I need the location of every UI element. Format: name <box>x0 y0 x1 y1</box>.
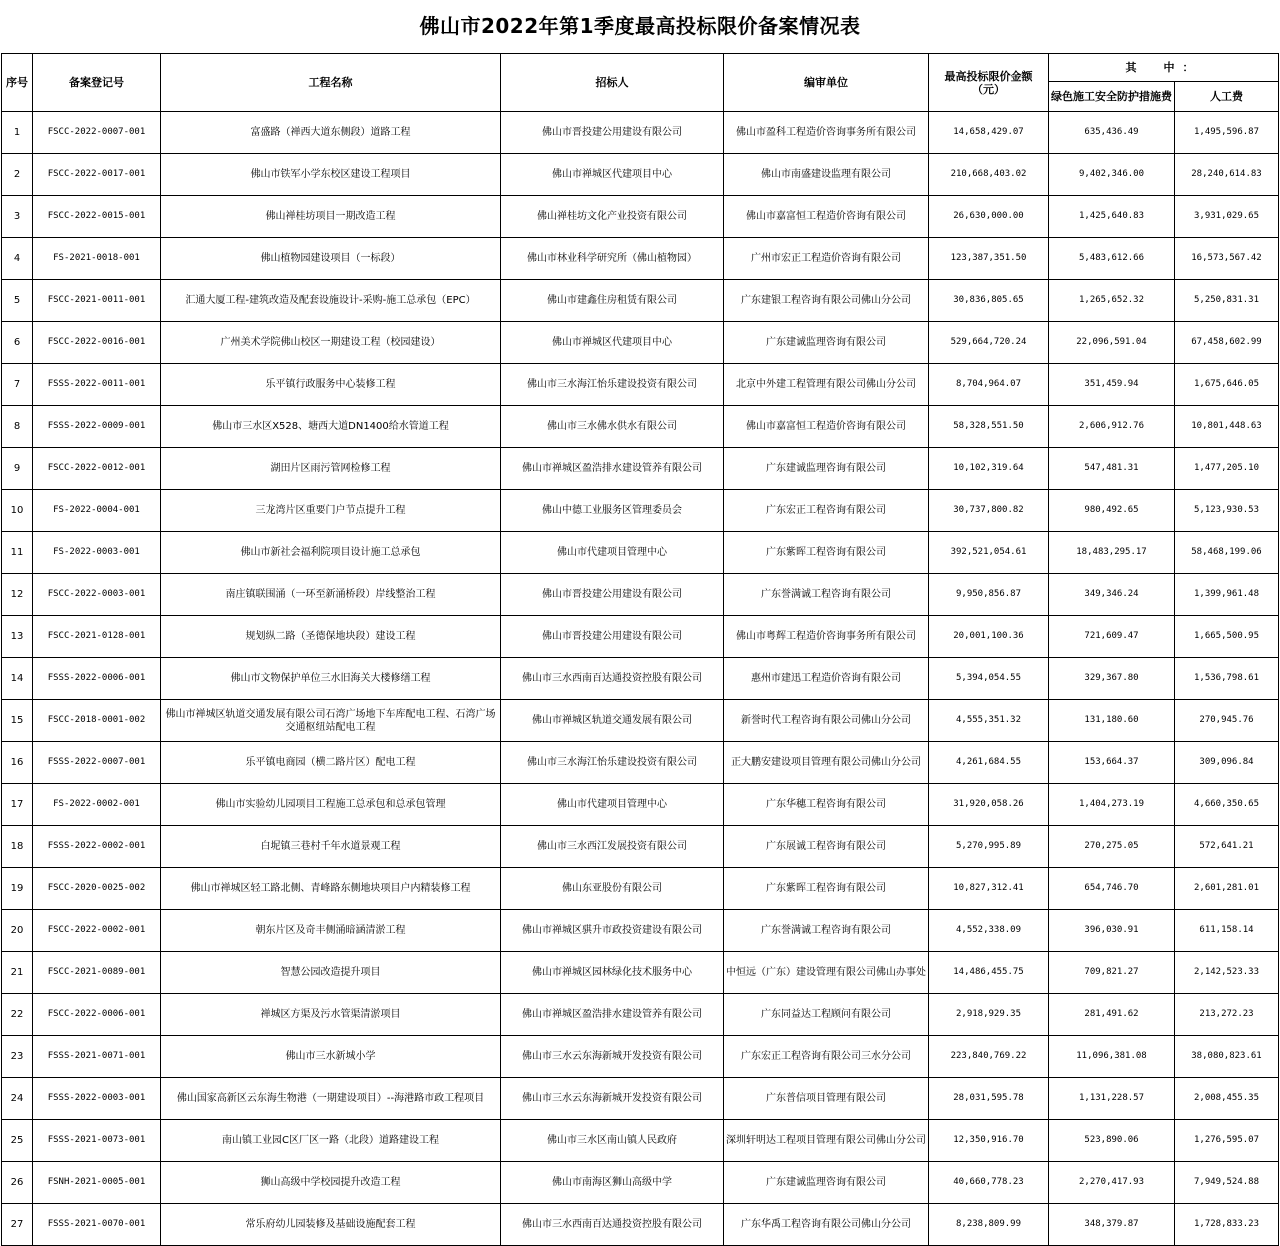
cell-max-price: 2,918,929.35 <box>929 994 1049 1036</box>
table-row <box>2 742 1279 784</box>
table-row <box>2 910 1279 952</box>
cell-tenderer: 佛山东亚股份有限公司 <box>501 868 724 910</box>
header-project: 工程名称 <box>161 54 501 112</box>
cell-reg-no: FSSS-2022-0002-001 <box>33 826 161 868</box>
cell-safety-fee: 635,436.49 <box>1049 112 1175 154</box>
cell-max-price: 10,827,312.41 <box>929 868 1049 910</box>
cell-labor-fee: 2,008,455.35 <box>1175 1078 1279 1120</box>
cell-tenderer: 佛山市晋投建公用建设有限公司 <box>501 112 724 154</box>
cell-safety-fee: 980,492.65 <box>1049 490 1175 532</box>
cell-tenderer: 佛山市三水佛水供水有限公司 <box>501 406 724 448</box>
cell-seq: 7 <box>2 364 33 406</box>
cell-compiler: 广东普信项目管理有限公司 <box>724 1078 929 1120</box>
cell-reg-no: FSCC-2022-0012-001 <box>33 448 161 490</box>
cell-max-price: 5,394,054.55 <box>929 658 1049 700</box>
cell-reg-no: FS-2022-0003-001 <box>33 532 161 574</box>
table-row <box>2 952 1279 994</box>
cell-project: 佛山市三水区X528、塘西大道DN1400给水管道工程 <box>161 406 501 448</box>
cell-seq: 8 <box>2 406 33 448</box>
cell-seq: 27 <box>2 1204 33 1246</box>
cell-reg-no: FSCC-2018-0001-002 <box>33 700 161 742</box>
cell-tenderer: 佛山市三水西江发展投资有限公司 <box>501 826 724 868</box>
cell-max-price: 20,001,100.36 <box>929 616 1049 658</box>
cell-project: 佛山国家高新区云东海生物港（一期建设项目）--海港路市政工程项目 <box>161 1078 501 1120</box>
cell-project: 佛山植物园建设项目（一标段） <box>161 238 501 280</box>
header-reg-no: 备案登记号 <box>33 54 161 112</box>
cell-project: 狮山高级中学校园提升改造工程 <box>161 1162 501 1204</box>
page-title: 佛山市2022年第1季度最高投标限价备案情况表 <box>419 14 861 38</box>
cell-safety-fee: 654,746.70 <box>1049 868 1175 910</box>
filing-table <box>1 53 1279 1246</box>
cell-project: 规划纵二路（圣德保地块段）建设工程 <box>161 616 501 658</box>
cell-compiler: 广东同益达工程顾问有限公司 <box>724 994 929 1036</box>
cell-tenderer: 佛山市代建项目管理中心 <box>501 784 724 826</box>
cell-project: 朝东片区及奇丰侧涌暗涵清淤工程 <box>161 910 501 952</box>
cell-seq: 5 <box>2 280 33 322</box>
cell-labor-fee: 270,945.76 <box>1175 700 1279 742</box>
cell-labor-fee: 572,641.21 <box>1175 826 1279 868</box>
cell-compiler: 广东建诚监理咨询有限公司 <box>724 448 929 490</box>
cell-seq: 20 <box>2 910 33 952</box>
cell-seq: 11 <box>2 532 33 574</box>
cell-reg-no: FSSS-2021-0071-001 <box>33 1036 161 1078</box>
header-of-which: 其 中： <box>1049 54 1279 82</box>
cell-seq: 17 <box>2 784 33 826</box>
cell-safety-fee: 9,402,346.00 <box>1049 154 1175 196</box>
cell-safety-fee: 153,664.37 <box>1049 742 1175 784</box>
cell-safety-fee: 22,096,591.04 <box>1049 322 1175 364</box>
cell-reg-no: FSSS-2022-0011-001 <box>33 364 161 406</box>
cell-tenderer: 佛山市三水海江怡乐建设投资有限公司 <box>501 742 724 784</box>
cell-safety-fee: 396,030.91 <box>1049 910 1175 952</box>
cell-labor-fee: 1,477,205.10 <box>1175 448 1279 490</box>
cell-seq: 6 <box>2 322 33 364</box>
cell-labor-fee: 1,665,500.95 <box>1175 616 1279 658</box>
cell-seq: 18 <box>2 826 33 868</box>
cell-reg-no: FSSS-2022-0006-001 <box>33 658 161 700</box>
cell-project: 佛山市禅城区轨道交通发展有限公司石湾广场地下车库配电工程、石湾广场交通枢纽站配电工程 <box>161 700 501 742</box>
cell-seq: 12 <box>2 574 33 616</box>
cell-project: 禅城区方渠及污水管渠清淤项目 <box>161 994 501 1036</box>
cell-labor-fee: 611,158.14 <box>1175 910 1279 952</box>
header-seq: 序号 <box>2 54 33 112</box>
cell-tenderer: 佛山市建鑫住房租赁有限公司 <box>501 280 724 322</box>
cell-project: 乐平镇行政服务中心装修工程 <box>161 364 501 406</box>
cell-max-price: 14,486,455.75 <box>929 952 1049 994</box>
table-row <box>2 1162 1279 1204</box>
cell-tenderer: 佛山禅桂坊文化产业投资有限公司 <box>501 196 724 238</box>
cell-project: 常乐府幼儿园装修及基础设施配套工程 <box>161 1204 501 1246</box>
cell-project: 广州美术学院佛山校区一期建设工程（校园建设） <box>161 322 501 364</box>
cell-labor-fee: 28,240,614.83 <box>1175 154 1279 196</box>
cell-tenderer: 佛山市三水西南百达通投资控股有限公司 <box>501 658 724 700</box>
cell-project: 佛山市实验幼儿园项目工程施工总承包和总承包管理 <box>161 784 501 826</box>
cell-seq: 2 <box>2 154 33 196</box>
table-row <box>2 1036 1279 1078</box>
cell-tenderer: 佛山市晋投建公用建设有限公司 <box>501 616 724 658</box>
cell-safety-fee: 5,483,612.66 <box>1049 238 1175 280</box>
cell-labor-fee: 67,458,602.99 <box>1175 322 1279 364</box>
cell-compiler: 佛山市南盛建设监理有限公司 <box>724 154 929 196</box>
cell-seq: 23 <box>2 1036 33 1078</box>
cell-project: 三龙湾片区重要门户节点提升工程 <box>161 490 501 532</box>
header-safety: 绿色施工安全防护措施费 <box>1049 82 1175 112</box>
cell-labor-fee: 7,949,524.88 <box>1175 1162 1279 1204</box>
cell-tenderer: 佛山市三水区南山镇人民政府 <box>501 1120 724 1162</box>
cell-reg-no: FS-2022-0004-001 <box>33 490 161 532</box>
cell-compiler: 北京中外建工程管理有限公司佛山分公司 <box>724 364 929 406</box>
cell-reg-no: FSCC-2022-0016-001 <box>33 322 161 364</box>
cell-reg-no: FS-2022-0002-001 <box>33 784 161 826</box>
cell-compiler: 新誉时代工程咨询有限公司佛山分公司 <box>724 700 929 742</box>
table-row <box>2 994 1279 1036</box>
cell-safety-fee: 281,491.62 <box>1049 994 1175 1036</box>
table-row <box>2 1204 1279 1246</box>
cell-safety-fee: 329,367.80 <box>1049 658 1175 700</box>
cell-compiler: 广东宏正工程咨询有限公司三水分公司 <box>724 1036 929 1078</box>
cell-reg-no: FSSS-2021-0073-001 <box>33 1120 161 1162</box>
table-row <box>2 448 1279 490</box>
cell-safety-fee: 1,404,273.19 <box>1049 784 1175 826</box>
cell-labor-fee: 58,468,199.06 <box>1175 532 1279 574</box>
cell-safety-fee: 721,609.47 <box>1049 616 1175 658</box>
cell-compiler: 广州市宏正工程造价咨询有限公司 <box>724 238 929 280</box>
cell-labor-fee: 16,573,567.42 <box>1175 238 1279 280</box>
table-row <box>2 658 1279 700</box>
cell-reg-no: FSSS-2022-0009-001 <box>33 406 161 448</box>
table-row <box>2 784 1279 826</box>
cell-max-price: 31,920,058.26 <box>929 784 1049 826</box>
cell-tenderer: 佛山市禅城区代建项目中心 <box>501 322 724 364</box>
cell-safety-fee: 18,483,295.17 <box>1049 532 1175 574</box>
cell-seq: 10 <box>2 490 33 532</box>
cell-labor-fee: 1,399,961.48 <box>1175 574 1279 616</box>
cell-project: 佛山市三水新城小学 <box>161 1036 501 1078</box>
cell-project: 白坭镇三巷村千年水道景观工程 <box>161 826 501 868</box>
cell-tenderer: 佛山市禅城区代建项目中心 <box>501 154 724 196</box>
cell-tenderer: 佛山市三水云东海新城开发投资有限公司 <box>501 1078 724 1120</box>
cell-reg-no: FSSS-2021-0070-001 <box>33 1204 161 1246</box>
cell-seq: 16 <box>2 742 33 784</box>
table-row <box>2 532 1279 574</box>
cell-project: 佛山市禅城区轻工路北侧、青峰路东侧地块项目户内精装修工程 <box>161 868 501 910</box>
cell-max-price: 210,668,403.02 <box>929 154 1049 196</box>
table-row <box>2 112 1279 154</box>
cell-tenderer: 佛山市三水云东海新城开发投资有限公司 <box>501 1036 724 1078</box>
cell-compiler: 广东建诚监理咨询有限公司 <box>724 322 929 364</box>
cell-labor-fee: 213,272.23 <box>1175 994 1279 1036</box>
cell-reg-no: FS-2021-0018-001 <box>33 238 161 280</box>
cell-reg-no: FSCC-2022-0007-001 <box>33 112 161 154</box>
cell-max-price: 529,664,720.24 <box>929 322 1049 364</box>
table-row <box>2 364 1279 406</box>
table-row <box>2 490 1279 532</box>
cell-compiler: 广东誉满诚工程咨询有限公司 <box>724 574 929 616</box>
table-row <box>2 868 1279 910</box>
cell-project: 湖田片区雨污管网检修工程 <box>161 448 501 490</box>
cell-labor-fee: 4,660,350.65 <box>1175 784 1279 826</box>
cell-max-price: 40,660,778.23 <box>929 1162 1049 1204</box>
cell-safety-fee: 547,481.31 <box>1049 448 1175 490</box>
cell-max-price: 5,270,995.89 <box>929 826 1049 868</box>
cell-tenderer: 佛山市禅城区园林绿化技术服务中心 <box>501 952 724 994</box>
cell-labor-fee: 5,250,831.31 <box>1175 280 1279 322</box>
cell-reg-no: FSCC-2022-0006-001 <box>33 994 161 1036</box>
cell-safety-fee: 1,131,228.57 <box>1049 1078 1175 1120</box>
table-row <box>2 322 1279 364</box>
cell-max-price: 223,840,769.22 <box>929 1036 1049 1078</box>
cell-labor-fee: 309,096.84 <box>1175 742 1279 784</box>
table-row <box>2 1120 1279 1162</box>
cell-labor-fee: 1,536,798.61 <box>1175 658 1279 700</box>
cell-safety-fee: 2,606,912.76 <box>1049 406 1175 448</box>
cell-reg-no: FSCC-2021-0089-001 <box>33 952 161 994</box>
cell-safety-fee: 1,425,640.83 <box>1049 196 1175 238</box>
cell-seq: 14 <box>2 658 33 700</box>
cell-max-price: 26,630,000.00 <box>929 196 1049 238</box>
table-body <box>2 112 1279 1246</box>
cell-reg-no: FSCC-2021-0011-001 <box>33 280 161 322</box>
cell-project: 佛山市铁军小学东校区建设工程项目 <box>161 154 501 196</box>
cell-safety-fee: 11,096,381.08 <box>1049 1036 1175 1078</box>
cell-seq: 24 <box>2 1078 33 1120</box>
cell-safety-fee: 523,890.06 <box>1049 1120 1175 1162</box>
cell-reg-no: FSCC-2022-0017-001 <box>33 154 161 196</box>
cell-labor-fee: 3,931,029.65 <box>1175 196 1279 238</box>
cell-seq: 26 <box>2 1162 33 1204</box>
cell-compiler: 佛山市粤辉工程造价咨询事务所有限公司 <box>724 616 929 658</box>
table-row <box>2 616 1279 658</box>
cell-reg-no: FSCC-2022-0015-001 <box>33 196 161 238</box>
cell-reg-no: FSCC-2020-0025-002 <box>33 868 161 910</box>
cell-max-price: 8,704,964.07 <box>929 364 1049 406</box>
cell-safety-fee: 1,265,652.32 <box>1049 280 1175 322</box>
table-row <box>2 196 1279 238</box>
cell-seq: 25 <box>2 1120 33 1162</box>
cell-project: 富盛路（禅西大道东侧段）道路工程 <box>161 112 501 154</box>
cell-seq: 13 <box>2 616 33 658</box>
cell-labor-fee: 2,142,523.33 <box>1175 952 1279 994</box>
cell-safety-fee: 348,379.87 <box>1049 1204 1175 1246</box>
cell-compiler: 广东紫晖工程咨询有限公司 <box>724 532 929 574</box>
cell-compiler: 广东建诚监理咨询有限公司 <box>724 1162 929 1204</box>
cell-tenderer: 佛山市禅城区盈浩排水建设管养有限公司 <box>501 994 724 1036</box>
table-row <box>2 1078 1279 1120</box>
cell-tenderer: 佛山市禅城区盈浩排水建设管养有限公司 <box>501 448 724 490</box>
cell-reg-no: FSSS-2022-0007-001 <box>33 742 161 784</box>
table-row <box>2 700 1279 742</box>
cell-compiler: 广东展诚工程咨询有限公司 <box>724 826 929 868</box>
cell-max-price: 4,552,338.09 <box>929 910 1049 952</box>
cell-reg-no: FSNH-2021-0005-001 <box>33 1162 161 1204</box>
cell-tenderer: 佛山市禅城区骐升市政投资建设有限公司 <box>501 910 724 952</box>
header-max-price: 最高投标限价金额（元） <box>929 54 1049 112</box>
cell-reg-no: FSCC-2021-0128-001 <box>33 616 161 658</box>
cell-project: 佛山禅桂坊项目一期改造工程 <box>161 196 501 238</box>
cell-tenderer: 佛山市林业科学研究所（佛山植物园） <box>501 238 724 280</box>
table-row <box>2 574 1279 616</box>
cell-max-price: 392,521,054.61 <box>929 532 1049 574</box>
cell-safety-fee: 2,270,417.93 <box>1049 1162 1175 1204</box>
cell-compiler: 佛山市嘉富恒工程造价咨询有限公司 <box>724 406 929 448</box>
cell-compiler: 佛山市嘉富恒工程造价咨询有限公司 <box>724 196 929 238</box>
cell-safety-fee: 270,275.05 <box>1049 826 1175 868</box>
header-tenderer: 招标人 <box>501 54 724 112</box>
cell-tenderer: 佛山市三水海江怡乐建设投资有限公司 <box>501 364 724 406</box>
cell-compiler: 中恒远（广东）建设管理有限公司佛山办事处 <box>724 952 929 994</box>
cell-project: 智慧公园改造提升项目 <box>161 952 501 994</box>
cell-labor-fee: 1,675,646.05 <box>1175 364 1279 406</box>
cell-safety-fee: 351,459.94 <box>1049 364 1175 406</box>
cell-seq: 9 <box>2 448 33 490</box>
cell-labor-fee: 2,601,281.01 <box>1175 868 1279 910</box>
cell-seq: 15 <box>2 700 33 742</box>
cell-project: 佛山市新社会福利院项目设计施工总承包 <box>161 532 501 574</box>
cell-max-price: 30,737,800.82 <box>929 490 1049 532</box>
cell-compiler: 广东紫晖工程咨询有限公司 <box>724 868 929 910</box>
cell-compiler: 广东华禹工程咨询有限公司佛山分公司 <box>724 1204 929 1246</box>
cell-max-price: 123,387,351.50 <box>929 238 1049 280</box>
cell-reg-no: FSSS-2022-0003-001 <box>33 1078 161 1120</box>
cell-labor-fee: 1,495,596.87 <box>1175 112 1279 154</box>
cell-seq: 1 <box>2 112 33 154</box>
cell-seq: 19 <box>2 868 33 910</box>
cell-seq: 4 <box>2 238 33 280</box>
cell-seq: 21 <box>2 952 33 994</box>
cell-seq: 22 <box>2 994 33 1036</box>
cell-tenderer: 佛山市代建项目管理中心 <box>501 532 724 574</box>
cell-labor-fee: 38,080,823.61 <box>1175 1036 1279 1078</box>
cell-compiler: 广东誉满诚工程咨询有限公司 <box>724 910 929 952</box>
cell-compiler: 广东宏正工程咨询有限公司 <box>724 490 929 532</box>
cell-compiler: 深圳轩明达工程项目管理有限公司佛山分公司 <box>724 1120 929 1162</box>
cell-max-price: 4,555,351.32 <box>929 700 1049 742</box>
cell-tenderer: 佛山市禅城区轨道交通发展有限公司 <box>501 700 724 742</box>
cell-tenderer: 佛山市南海区狮山高级中学 <box>501 1162 724 1204</box>
cell-compiler: 正大鹏安建设项目管理有限公司佛山分公司 <box>724 742 929 784</box>
cell-tenderer: 佛山市三水西南百达通投资控股有限公司 <box>501 1204 724 1246</box>
cell-safety-fee: 709,821.27 <box>1049 952 1175 994</box>
cell-reg-no: FSCC-2022-0003-001 <box>33 574 161 616</box>
table-row <box>2 238 1279 280</box>
cell-project: 南山镇工业园C区厂区一路（北段）道路建设工程 <box>161 1120 501 1162</box>
cell-tenderer: 佛山市晋投建公用建设有限公司 <box>501 574 724 616</box>
cell-compiler: 广东华穗工程咨询有限公司 <box>724 784 929 826</box>
table-row <box>2 406 1279 448</box>
cell-reg-no: FSCC-2022-0002-001 <box>33 910 161 952</box>
cell-max-price: 9,950,856.87 <box>929 574 1049 616</box>
cell-max-price: 14,658,429.07 <box>929 112 1049 154</box>
table-row <box>2 154 1279 196</box>
header-labor: 人工费 <box>1175 82 1279 112</box>
cell-max-price: 58,328,551.50 <box>929 406 1049 448</box>
cell-max-price: 10,102,319.64 <box>929 448 1049 490</box>
cell-project: 佛山市文物保护单位三水旧海关大楼修缮工程 <box>161 658 501 700</box>
cell-compiler: 佛山市盈科工程造价咨询事务所有限公司 <box>724 112 929 154</box>
cell-max-price: 8,238,809.99 <box>929 1204 1049 1246</box>
cell-labor-fee: 1,276,595.07 <box>1175 1120 1279 1162</box>
cell-max-price: 30,836,805.65 <box>929 280 1049 322</box>
cell-max-price: 28,031,595.78 <box>929 1078 1049 1120</box>
table-header <box>2 54 1279 112</box>
table-row <box>2 826 1279 868</box>
cell-tenderer: 佛山中德工业服务区管理委员会 <box>501 490 724 532</box>
cell-safety-fee: 349,346.24 <box>1049 574 1175 616</box>
cell-project: 乐平镇电商园（横二路片区）配电工程 <box>161 742 501 784</box>
cell-labor-fee: 5,123,930.53 <box>1175 490 1279 532</box>
cell-project: 南庄镇联围涌（一环至新涌桥段）岸线整治工程 <box>161 574 501 616</box>
cell-seq: 3 <box>2 196 33 238</box>
cell-safety-fee: 131,180.60 <box>1049 700 1175 742</box>
table-row <box>2 280 1279 322</box>
cell-labor-fee: 1,728,833.23 <box>1175 1204 1279 1246</box>
cell-compiler: 广东建银工程咨询有限公司佛山分公司 <box>724 280 929 322</box>
cell-max-price: 4,261,684.55 <box>929 742 1049 784</box>
cell-labor-fee: 10,801,448.63 <box>1175 406 1279 448</box>
header-compiler: 编审单位 <box>724 54 929 112</box>
cell-compiler: 惠州市建迅工程造价咨询有限公司 <box>724 658 929 700</box>
cell-project: 汇通大厦工程-建筑改造及配套设施设计-采购-施工总承包（EPC） <box>161 280 501 322</box>
cell-max-price: 12,350,916.70 <box>929 1120 1049 1162</box>
